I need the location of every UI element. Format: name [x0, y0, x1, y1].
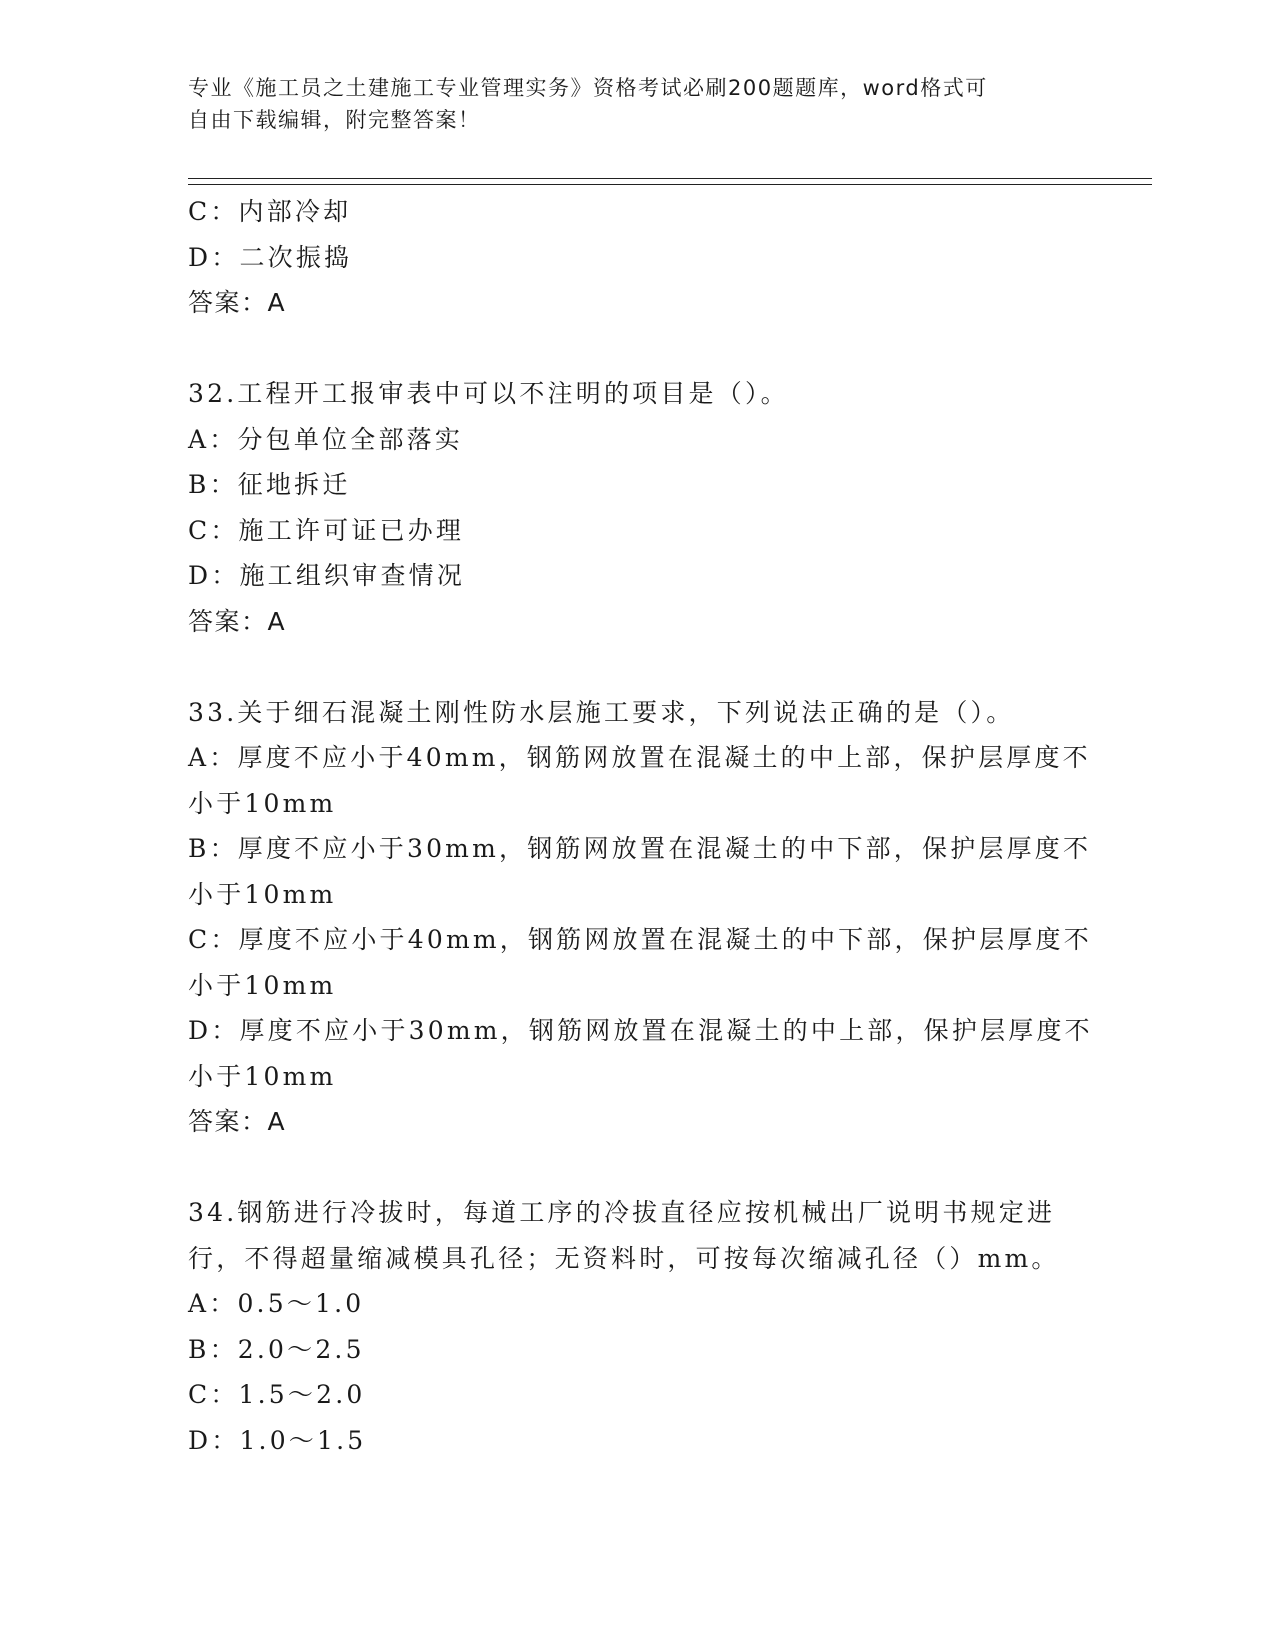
option-b: B：征地拆迁: [188, 470, 351, 499]
question-34: [188, 1190, 1088, 1463]
option-d: D：厚度不应小于30mm，钢筋网放置在混凝土的中上部，保护层厚度不: [188, 1016, 1093, 1045]
option-c-continued: 小于10mm: [188, 970, 337, 1000]
header-title-line-1: 专业《施工员之土建施工专业管理实务》资格考试必刷200题题库，word格式可: [188, 76, 988, 100]
option-d-continued: 小于10mm: [188, 1061, 337, 1091]
option-c: C：内部冷却: [188, 197, 352, 226]
option-c: C：施工许可证已办理: [188, 515, 465, 545]
option-c: C：1.5～2.0: [188, 1380, 366, 1409]
spacer: [188, 326, 1088, 372]
header-divider-top: [188, 178, 1152, 179]
answer-line: 答案：A: [188, 606, 287, 636]
answer-line: 答案：A: [188, 1107, 287, 1136]
option-b: B：2.0～2.5: [188, 1334, 365, 1364]
spacer: [188, 644, 1088, 690]
question-text: 34.钢筋进行冷拔时，每道工序的冷拔直径应按机械出厂说明书规定进: [188, 1198, 1056, 1227]
option-b: B：厚度不应小于30mm，钢筋网放置在混凝土的中下部，保护层厚度不: [188, 834, 1092, 863]
spacer: [188, 1145, 1088, 1191]
option-d: D：1.0～1.5: [188, 1425, 367, 1455]
option-d: D：施工组织审查情况: [188, 561, 466, 590]
answer-line: 答案：A: [188, 288, 287, 317]
option-d: D：二次振捣: [188, 242, 353, 272]
header-title-line-2: 自由下载编辑，附完整答案！: [188, 108, 481, 132]
question-31-tail: [188, 189, 1088, 326]
option-c: C：厚度不应小于40mm，钢筋网放置在混凝土的中下部，保护层厚度不: [188, 925, 1092, 954]
question-text: 33.关于细石混凝土刚性防水层施工要求，下列说法正确的是（）。: [188, 697, 1015, 727]
header-divider-bottom: [188, 184, 1152, 185]
option-a: A：分包单位全部落实: [188, 424, 464, 454]
option-a-continued: 小于10mm: [188, 788, 337, 818]
question-33: [188, 690, 1093, 1145]
option-a: A：0.5～1.0: [188, 1289, 365, 1318]
document-body: [188, 189, 1093, 1463]
option-b-continued: 小于10mm: [188, 879, 337, 909]
question-text: 32.工程开工报审表中可以不注明的项目是（）。: [188, 379, 789, 408]
question-32: [188, 371, 1088, 644]
question-text-continued: 行，不得超量缩减模具孔径；无资料时，可按每次缩减孔径（）mm。: [188, 1243, 1060, 1273]
option-a: A：厚度不应小于40mm，钢筋网放置在混凝土的中上部，保护层厚度不: [188, 743, 1091, 772]
document-header: [188, 72, 1068, 136]
